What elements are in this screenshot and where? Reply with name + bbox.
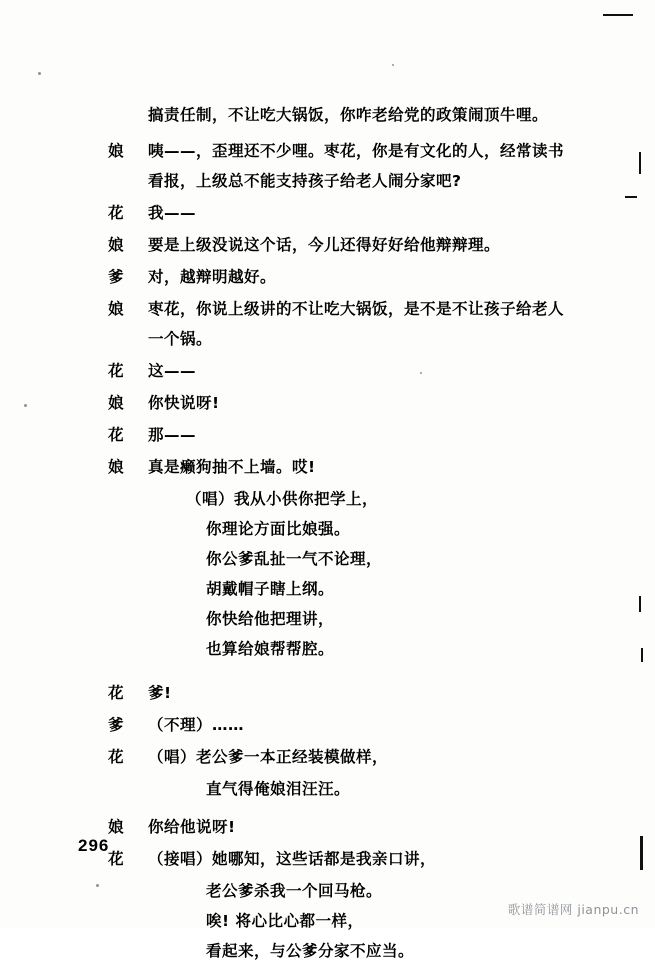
page-content <box>108 100 578 966</box>
watermark-url: jianpu.cn <box>577 902 639 917</box>
sung-intro-line: （唱）我从小供你把学上， <box>186 490 379 508</box>
sung-line: 直气得俺娘泪汪汪。 <box>206 780 351 798</box>
edge-mark-right-3 <box>639 596 641 612</box>
sung-intro-line: （接唱）她哪知，这些话都是我亲口讲， <box>148 850 437 868</box>
block-spacer <box>108 804 578 812</box>
speech-text: 这—— <box>148 362 197 380</box>
sung-line: 你公爹乱扯一气不论理， <box>206 550 383 568</box>
edge-mark-right-4 <box>641 648 643 662</box>
dialogue-line <box>108 812 578 842</box>
speaker-label: 爹 <box>108 716 125 734</box>
speech-text: 你给他说呀! <box>148 818 236 836</box>
dialogue-line <box>108 388 578 418</box>
speaker-label: 花 <box>108 204 125 222</box>
edge-mark-right-5 <box>640 836 643 870</box>
sung-line: 也算给娘帮帮腔。 <box>206 640 335 658</box>
speech-text: 真是癞狗抽不上墙。哎! <box>148 458 316 476</box>
sung-line: 你快给他把理讲， <box>206 610 335 628</box>
dialogue-line <box>108 294 578 354</box>
speaker-label: 娘 <box>108 818 125 836</box>
speaker-label: 娘 <box>108 300 125 318</box>
dialogue-line <box>108 198 578 228</box>
dialogue-line <box>108 262 578 292</box>
block-spacer <box>108 664 578 678</box>
opening-continuation-text: 搞责任制，不让吃大锅饭，你咋老给党的政策闹顶牛哩。 <box>148 106 549 124</box>
speaker-label: 娘 <box>108 394 125 412</box>
page-number: 296 <box>78 836 110 855</box>
scan-speck-2 <box>24 404 27 407</box>
dialogue-line <box>108 710 578 740</box>
dialogue-line <box>108 136 578 196</box>
speech-text: 爹! <box>148 684 172 702</box>
sung-intro-line: （唱）老公爹一本正经装模做样， <box>148 748 389 766</box>
dialogue-line <box>108 678 578 708</box>
sung-line: 胡戴帽子瞎上纲。 <box>206 580 335 598</box>
scan-speck-4 <box>392 64 394 66</box>
dialogue-line <box>108 420 578 450</box>
edge-mark-right-2 <box>625 196 637 198</box>
watermark-site-name: 歌谱简谱网 <box>507 902 573 917</box>
speech-text: 要是上级没说这个话，今儿还得好好给他辩辩理。 <box>148 236 501 254</box>
edge-mark-right-1 <box>639 152 641 174</box>
speech-text: 那—— <box>148 426 197 444</box>
speech-text: 你快说呀! <box>148 394 220 412</box>
dialogue-line <box>108 844 578 874</box>
speech-text: 咦——，歪理还不少哩。枣花，你是有文化的人，经常读书看报，上级总不能支持孩子给老人闹分家吧? <box>148 142 565 190</box>
speaker-label: 花 <box>108 748 125 766</box>
speaker-label: 娘 <box>108 236 125 254</box>
speaker-label: 爹 <box>108 268 125 286</box>
sung-line: 你理论方面比娘强。 <box>206 520 351 538</box>
speaker-label: 娘 <box>108 458 125 476</box>
speech-text: 对，越辩明越好。 <box>148 268 277 286</box>
scan-speck-1 <box>38 72 41 75</box>
speaker-label: 娘 <box>108 142 125 160</box>
speech-text: 我—— <box>148 204 197 222</box>
dialogue-line <box>108 230 578 260</box>
page-corner-mark <box>603 14 633 16</box>
speaker-label: 花 <box>108 426 125 444</box>
speaker-label: 花 <box>108 362 125 380</box>
dialogue-line <box>108 742 578 772</box>
scan-speck-3 <box>96 884 99 887</box>
sung-line: 唉! 将心比心都一样， <box>206 912 364 930</box>
sung-line: 看起来，与公爹分家不应当。 <box>206 942 415 960</box>
sung-line: 老公爹杀我一个回马枪。 <box>206 882 383 900</box>
speech-text: （不理）…… <box>148 716 245 734</box>
dialogue-line <box>108 356 578 386</box>
dialogue-line <box>108 452 578 482</box>
speaker-label: 花 <box>108 850 125 868</box>
speaker-label: 花 <box>108 684 125 702</box>
speech-text: 枣花，你说上级讲的不让吃大锅饭，是不是不让孩子给老人一个锅。 <box>148 300 565 348</box>
watermark <box>508 900 639 918</box>
